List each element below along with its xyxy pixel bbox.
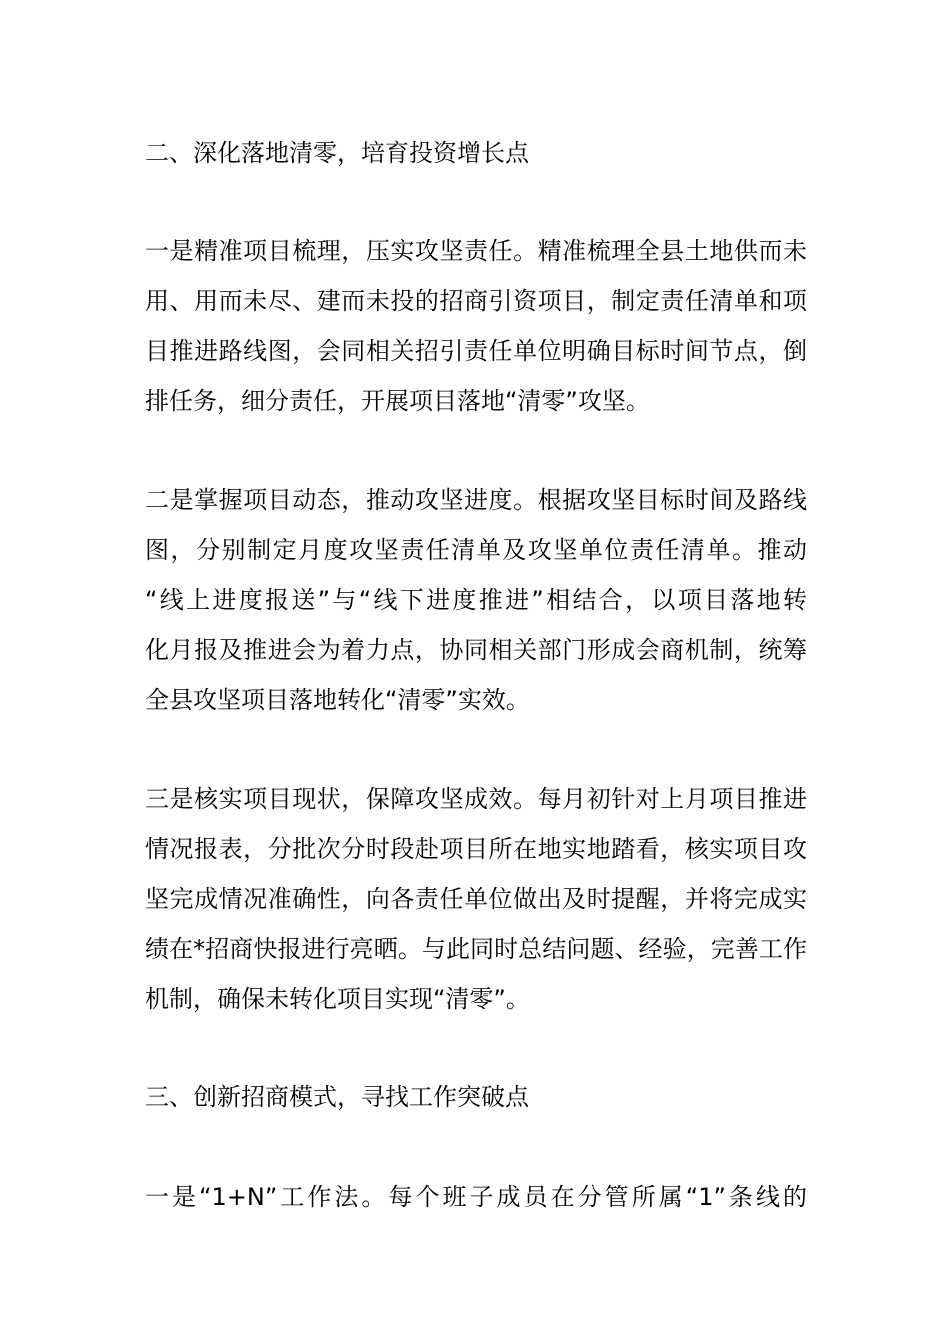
paragraph-line: 绩在*招商快报进行亮晒。与此同时总结问题、经验，完善工作 bbox=[145, 935, 807, 963]
paragraph-line: 二是掌握项目动态，推动攻坚进度。根据攻坚目标时间及路线 bbox=[145, 486, 807, 514]
paragraph-line: 图，分别制定月度攻坚责任清单及攻坚单位责任清单。推动 bbox=[145, 536, 807, 564]
paragraph-line: 目推进路线图，会同相关招引责任单位明确目标时间节点，倒 bbox=[145, 337, 807, 365]
paragraph-line: 情况报表，分批次分时段赴项目所在地实地踏看，核实项目攻 bbox=[145, 835, 807, 863]
paragraph-line: 坚完成情况准确性，向各责任单位做出及时提醒，并将完成实 bbox=[145, 885, 807, 913]
paragraph-line: 排任务，细分责任，开展项目落地“清零”攻坚。 bbox=[145, 387, 650, 415]
paragraph-line: 全县攻坚项目落地转化“清零”实效。 bbox=[145, 686, 530, 714]
paragraph-line: “线上进度报送”与“线下进度推进”相结合，以项目落地转 bbox=[145, 586, 807, 614]
paragraph-line: 机制，确保未转化项目实现“清零”。 bbox=[145, 985, 530, 1013]
paragraph-line: 三是核实项目现状，保障攻坚成效。每月初针对上月项目推进 bbox=[145, 785, 807, 813]
section-heading: 三、创新招商模式，寻找工作突破点 bbox=[145, 1083, 529, 1111]
paragraph-line: 化月报及推进会为着力点，协同相关部门形成会商机制，统筹 bbox=[145, 636, 807, 664]
paragraph-line: 用、用而未尽、建而未投的招商引资项目，制定责任清单和项 bbox=[145, 287, 807, 315]
paragraph-line: 一是精准项目梳理，压实攻坚责任。精准梳理全县土地供而未 bbox=[145, 237, 807, 265]
paragraph-line: 一是“1+N”工作法。每个班子成员在分管所属“1”条线的 bbox=[145, 1183, 807, 1211]
section-heading: 二、深化落地清零，培育投资增长点 bbox=[145, 139, 529, 167]
